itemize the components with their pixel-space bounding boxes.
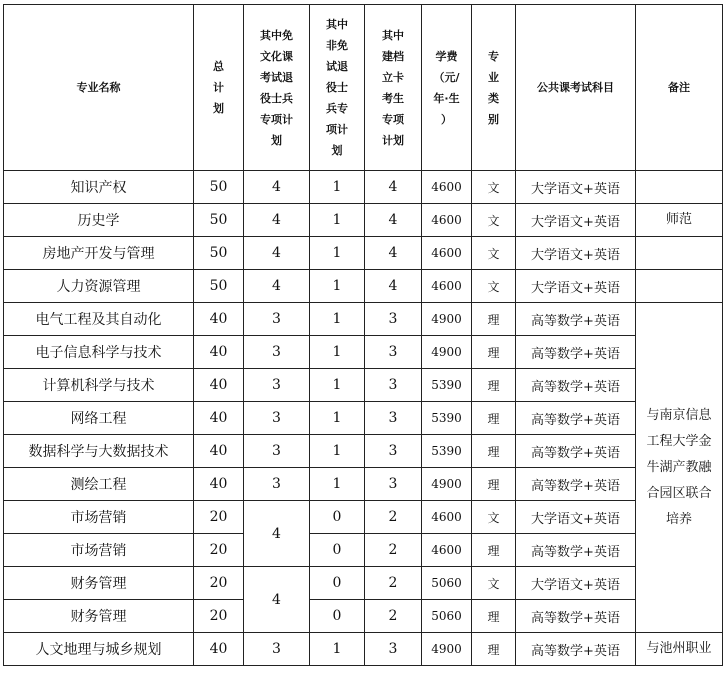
poverty-plan: 2 (365, 567, 422, 600)
total-plan: 40 (194, 468, 244, 501)
poverty-plan: 3 (365, 369, 422, 402)
exempt-veteran-plan: 4 (244, 270, 310, 303)
note-cell (636, 237, 723, 270)
major-name: 财务管理 (4, 567, 194, 600)
nonexempt-veteran-plan: 1 (310, 204, 365, 237)
exam-subjects: 高等数学+英语 (516, 303, 636, 336)
exam-subjects: 高等数学+英语 (516, 336, 636, 369)
total-plan: 20 (194, 567, 244, 600)
tuition: 4900 (422, 633, 472, 666)
exam-subjects: 高等数学+英语 (516, 369, 636, 402)
poverty-plan: 4 (365, 237, 422, 270)
major-name: 历史学 (4, 204, 194, 237)
nonexempt-veteran-plan: 1 (310, 270, 365, 303)
total-plan: 20 (194, 600, 244, 633)
exempt-veteran-plan: 3 (244, 369, 310, 402)
category: 理 (472, 435, 516, 468)
category: 理 (472, 633, 516, 666)
exam-subjects: 高等数学+英语 (516, 534, 636, 567)
table-row (4, 435, 723, 468)
table-row (4, 270, 723, 303)
total-plan: 50 (194, 270, 244, 303)
category: 理 (472, 402, 516, 435)
category: 理 (472, 303, 516, 336)
header-category: 专 业 类 别 (472, 5, 516, 171)
total-plan: 40 (194, 402, 244, 435)
nonexempt-veteran-plan: 0 (310, 501, 365, 534)
header-total-plan: 总 计 划 (194, 5, 244, 171)
exam-subjects: 大学语文+英语 (516, 237, 636, 270)
total-plan: 40 (194, 435, 244, 468)
exempt-veteran-plan: 3 (244, 336, 310, 369)
category: 文 (472, 270, 516, 303)
total-plan: 50 (194, 237, 244, 270)
major-name: 测绘工程 (4, 468, 194, 501)
major-name: 计算机科学与技术 (4, 369, 194, 402)
exam-subjects: 高等数学+英语 (516, 468, 636, 501)
tuition: 4900 (422, 336, 472, 369)
table-row (4, 600, 723, 633)
major-name: 网络工程 (4, 402, 194, 435)
exam-subjects: 大学语文+英语 (516, 204, 636, 237)
table-row (4, 501, 723, 534)
major-name: 市场营销 (4, 501, 194, 534)
major-name: 人文地理与城乡规划 (4, 633, 194, 666)
total-plan: 20 (194, 534, 244, 567)
poverty-plan: 3 (365, 633, 422, 666)
exam-subjects: 高等数学+英语 (516, 435, 636, 468)
major-name: 电气工程及其自动化 (4, 303, 194, 336)
header-nonexempt-veteran-plan: 其中 非免 试退 役士 兵专 项计 划 (310, 5, 365, 171)
total-plan: 40 (194, 303, 244, 336)
total-plan: 20 (194, 501, 244, 534)
header-exempt-veteran-plan: 其中免 文化课 考试退 役士兵 专项计 划 (244, 5, 310, 171)
header-subjects: 公共课考试科目 (516, 5, 636, 171)
table-row (4, 534, 723, 567)
category: 文 (472, 567, 516, 600)
table-row (4, 402, 723, 435)
poverty-plan: 2 (365, 501, 422, 534)
total-plan: 40 (194, 336, 244, 369)
note-joint-training-nanjing: 与南京信息工程大学金牛湖产教融合园区联合培养 (636, 303, 723, 633)
nonexempt-veteran-plan: 0 (310, 534, 365, 567)
nonexempt-veteran-plan: 0 (310, 600, 365, 633)
total-plan: 40 (194, 369, 244, 402)
tuition: 4600 (422, 171, 472, 204)
tuition: 4900 (422, 468, 472, 501)
table-row (4, 468, 723, 501)
exam-subjects: 大学语文+英语 (516, 567, 636, 600)
major-name: 人力资源管理 (4, 270, 194, 303)
note-joint-chizhou: 与池州职业 (636, 633, 723, 666)
nonexempt-veteran-plan: 1 (310, 633, 365, 666)
header-poverty-plan: 其中 建档 立卡 考生 专项 计划 (365, 5, 422, 171)
header-tuition: 学费 （元/ 年·生 ） (422, 5, 472, 171)
exam-subjects: 高等数学+英语 (516, 633, 636, 666)
table-row (4, 204, 723, 237)
nonexempt-veteran-plan: 1 (310, 468, 365, 501)
nonexempt-veteran-plan: 1 (310, 303, 365, 336)
category: 理 (472, 336, 516, 369)
nonexempt-veteran-plan: 1 (310, 171, 365, 204)
table-row (4, 369, 723, 402)
category: 理 (472, 369, 516, 402)
nonexempt-veteran-plan: 1 (310, 237, 365, 270)
exempt-veteran-plan: 4 (244, 567, 310, 633)
nonexempt-veteran-plan: 1 (310, 369, 365, 402)
tuition: 5060 (422, 567, 472, 600)
total-plan: 40 (194, 633, 244, 666)
nonexempt-veteran-plan: 1 (310, 435, 365, 468)
tuition: 4600 (422, 204, 472, 237)
header-notes: 备注 (636, 5, 723, 171)
poverty-plan: 3 (365, 303, 422, 336)
poverty-plan: 2 (365, 534, 422, 567)
total-plan: 50 (194, 171, 244, 204)
category: 文 (472, 237, 516, 270)
note-cell (636, 270, 723, 303)
exempt-veteran-plan: 4 (244, 204, 310, 237)
table-row (4, 336, 723, 369)
poverty-plan: 3 (365, 435, 422, 468)
poverty-plan: 4 (365, 204, 422, 237)
category: 理 (472, 600, 516, 633)
note-normal-school: 师范 (636, 204, 723, 237)
poverty-plan: 4 (365, 171, 422, 204)
tuition: 5390 (422, 369, 472, 402)
exam-subjects: 高等数学+英语 (516, 600, 636, 633)
tuition: 4600 (422, 237, 472, 270)
category: 文 (472, 204, 516, 237)
table-row (4, 171, 723, 204)
header-row (4, 5, 723, 171)
exempt-veteran-plan: 3 (244, 468, 310, 501)
poverty-plan: 4 (365, 270, 422, 303)
nonexempt-veteran-plan: 0 (310, 567, 365, 600)
exempt-veteran-plan: 4 (244, 171, 310, 204)
note-cell (636, 171, 723, 204)
exempt-veteran-plan: 3 (244, 633, 310, 666)
category: 文 (472, 501, 516, 534)
tuition: 5390 (422, 435, 472, 468)
table-row (4, 303, 723, 336)
tuition: 5390 (422, 402, 472, 435)
nonexempt-veteran-plan: 1 (310, 336, 365, 369)
category: 文 (472, 171, 516, 204)
exam-subjects: 高等数学+英语 (516, 402, 636, 435)
major-name: 房地产开发与管理 (4, 237, 194, 270)
major-name: 市场营销 (4, 534, 194, 567)
table-row (4, 633, 723, 666)
header-major-name: 专业名称 (4, 5, 194, 171)
table-row (4, 567, 723, 600)
poverty-plan: 3 (365, 468, 422, 501)
tuition: 4900 (422, 303, 472, 336)
tuition: 4600 (422, 270, 472, 303)
major-name: 财务管理 (4, 600, 194, 633)
major-name: 知识产权 (4, 171, 194, 204)
category: 理 (472, 534, 516, 567)
tuition: 4600 (422, 501, 472, 534)
poverty-plan: 3 (365, 336, 422, 369)
exempt-veteran-plan: 4 (244, 237, 310, 270)
exempt-veteran-plan: 4 (244, 501, 310, 567)
nonexempt-veteran-plan: 1 (310, 402, 365, 435)
category: 理 (472, 468, 516, 501)
admission-plan-table (3, 4, 723, 666)
table-row (4, 237, 723, 270)
exempt-veteran-plan: 3 (244, 435, 310, 468)
exam-subjects: 大学语文+英语 (516, 171, 636, 204)
exempt-veteran-plan: 3 (244, 303, 310, 336)
exempt-veteran-plan: 3 (244, 402, 310, 435)
tuition: 4600 (422, 534, 472, 567)
tuition: 5060 (422, 600, 472, 633)
poverty-plan: 3 (365, 402, 422, 435)
poverty-plan: 2 (365, 600, 422, 633)
major-name: 数据科学与大数据技术 (4, 435, 194, 468)
total-plan: 50 (194, 204, 244, 237)
major-name: 电子信息科学与技术 (4, 336, 194, 369)
exam-subjects: 大学语文+英语 (516, 501, 636, 534)
exam-subjects: 大学语文+英语 (516, 270, 636, 303)
